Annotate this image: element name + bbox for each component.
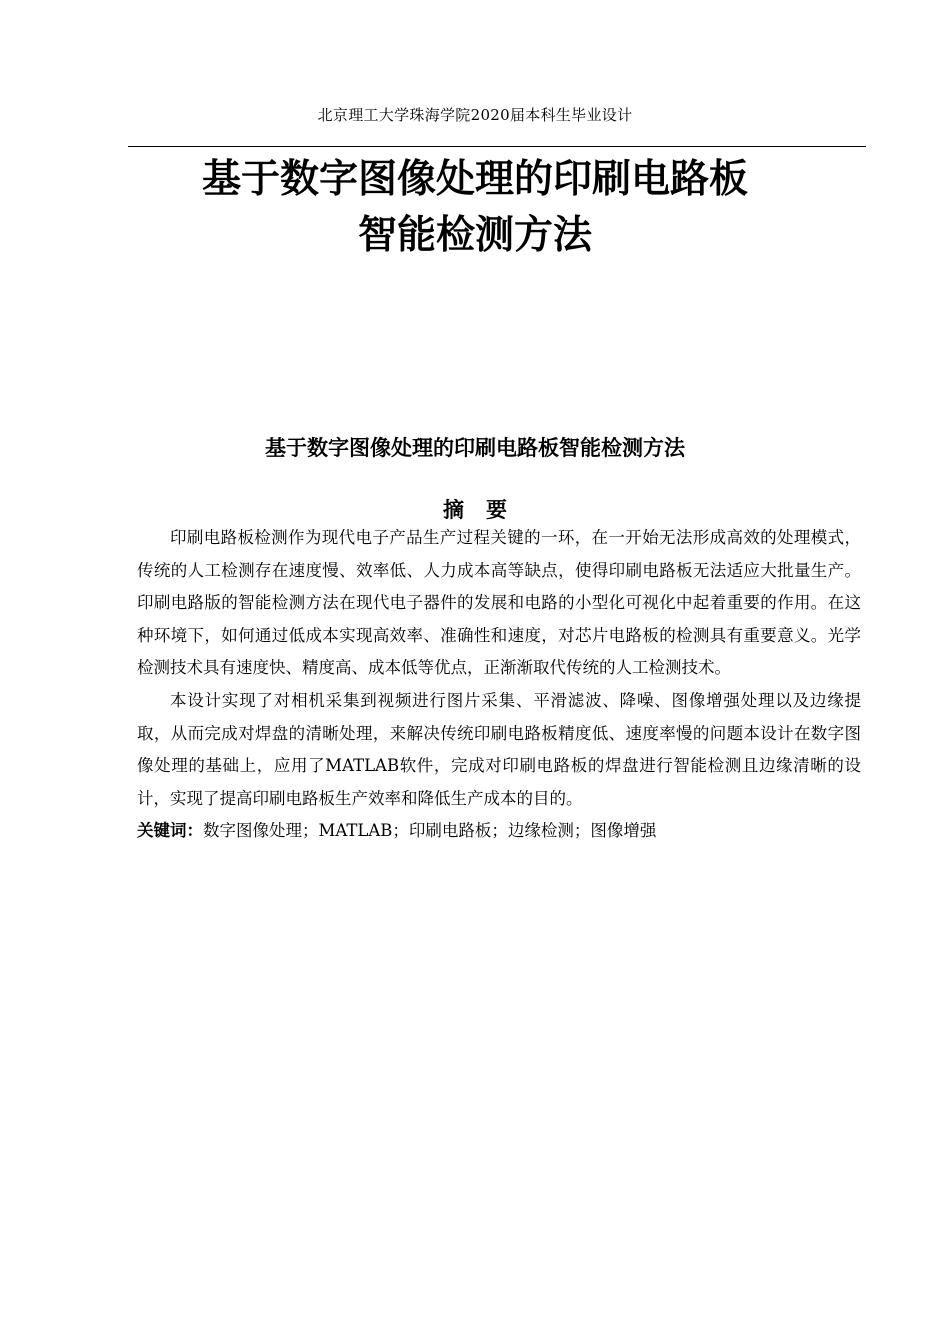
thesis-title-line-1: 基于数字图像处理的印刷电路板 <box>201 157 748 202</box>
abstract-title: 基于数字图像处理的印刷电路板智能检测方法 <box>265 436 685 460</box>
running-header: 北京理工大学珠海学院2020届本科生毕业设计 <box>317 106 633 124</box>
keywords-line <box>137 815 861 848</box>
keywords-value: 数字图像处理；MATLAB；印刷电路板；边缘检测；图像增强 <box>203 821 657 841</box>
abstract-body <box>137 522 861 848</box>
header-divider <box>128 146 866 147</box>
thesis-title-line-2: 智能检测方法 <box>357 213 592 258</box>
abstract-heading: 摘要 <box>443 498 529 522</box>
abstract-paragraph-1: 印刷电路板检测作为现代电子产品生产过程关键的一环，在一开始无法形成高效的处理模式，传统的人工检测存在速度慢、效率低、人力成本高等缺点，使得印刷电路板无法适应大批量生产。印刷电路版的智能检测方法在现代电子器件的发展和电路的小型化可视化中起着重要的作用。在这种环境下，如何通过低成本实现高效率、准确性和速度，对芯片电路板的检测具有重要意义。光学检测技术具有速度快、精度高、成本低等优点，正渐渐取代传统的人工检测技术。 <box>137 528 861 678</box>
thesis-title <box>0 152 950 264</box>
keywords-label: 关键词： <box>137 821 203 841</box>
abstract-paragraph-2: 本设计实现了对相机采集到视频进行图片采集、平滑滤波、降噪、图像增强处理以及边缘提取，从而完成对焊盘的清晰处理，来解决传统印刷电路板精度低、速度率慢的问题本设计在数字图像处理的基础上，应用了MATLAB软件，完成对印刷电路板的焊盘进行智能检测且边缘清晰的设计，实现了提高印刷电路板生产效率和降低生产成本的目的。 <box>137 690 861 808</box>
